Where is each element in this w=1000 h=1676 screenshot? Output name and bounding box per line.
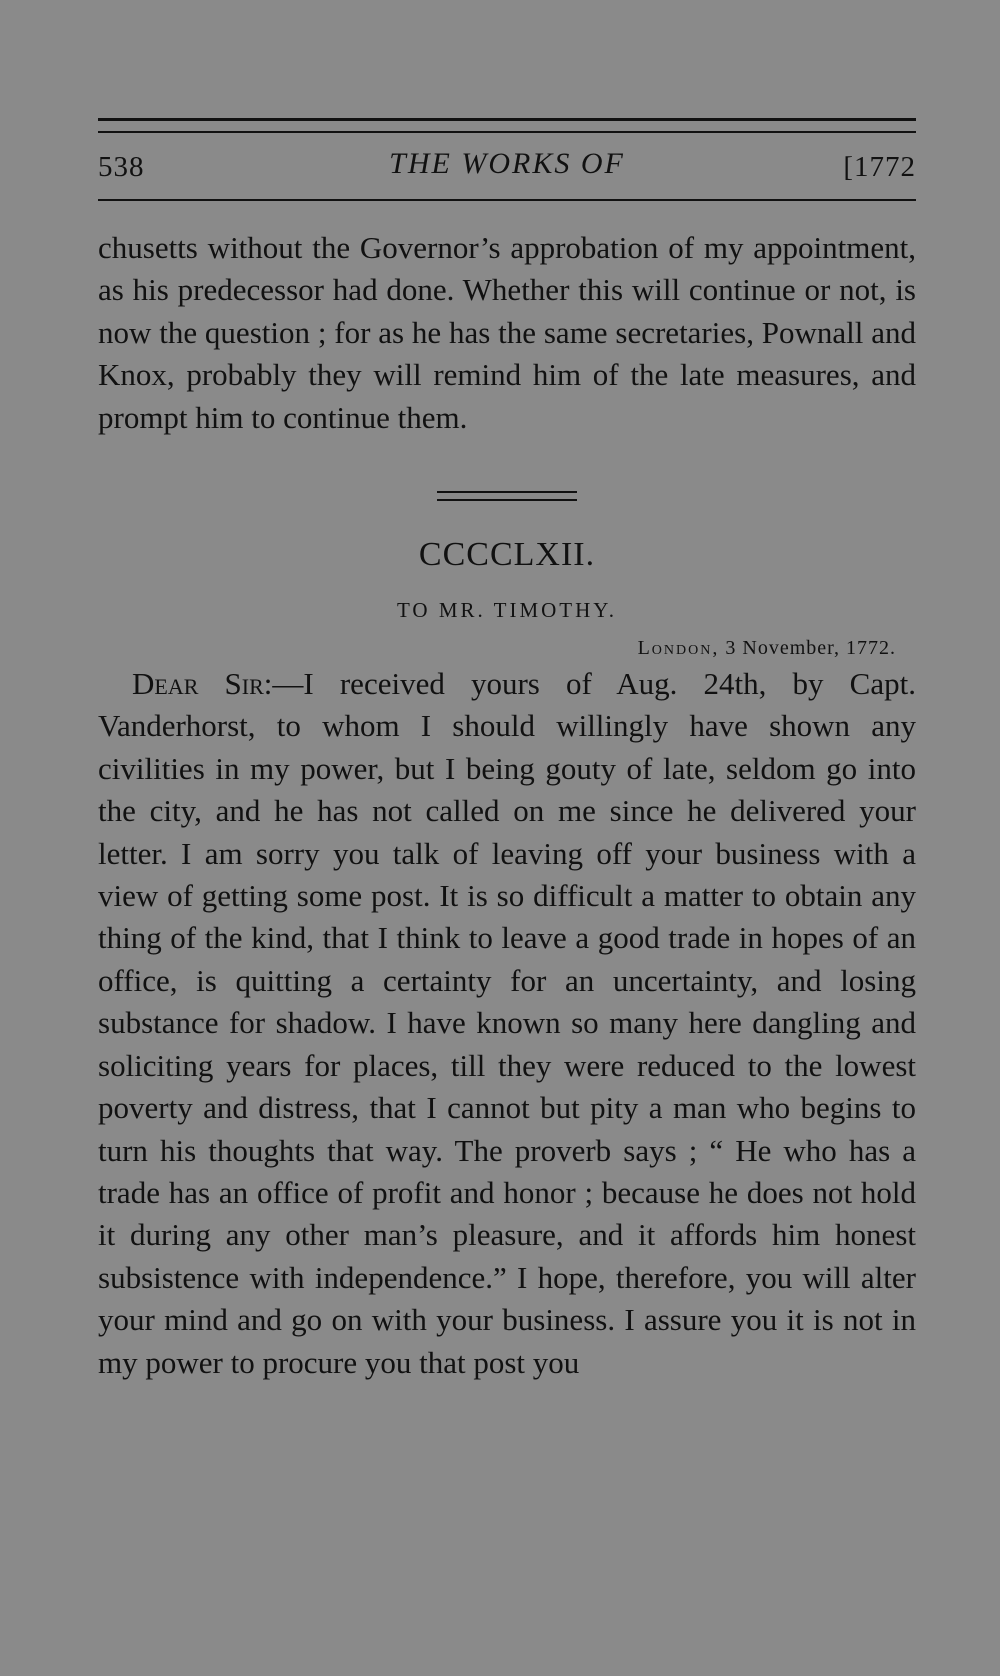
page-number: 538 xyxy=(98,151,145,183)
dateline-date: 3 November, 1772. xyxy=(719,637,896,660)
letter-number: CCCCLXII. xyxy=(418,536,596,574)
letter-recipient: TO MR. TIMOTHY. xyxy=(396,598,618,623)
top-rule-inner xyxy=(98,131,916,133)
header-rule xyxy=(98,199,916,201)
top-rule xyxy=(98,118,916,121)
running-title: THE WORKS OF xyxy=(389,147,625,180)
letter-body xyxy=(98,663,916,1384)
running-header xyxy=(98,147,916,199)
header-year: [1772 xyxy=(843,151,916,183)
letter-body-text: —I received yours of Aug. 24th, by Capt. Vanderhorst, to whom I should willingly have shown any civilities in my power, but I being gouty of late, seldom go into the city, and he has not called on me since he delivered your letter. I am sorry you talk of leaving off your business with a view of getting some post. It is so difficult a matter to obtain any thing of the kind, that I think to leave a good trade in hopes of an office, is quitting a certainty for an uncertainty, and losing substance for shadow. I have known so many here dangling and soliciting years for places, till they were reduced to the lowest poverty and distress, that I cannot but pity a man who begins to turn his thoughts that way. The proverb says ; “ He who has a trade has an office of profit and honor ; because he does not hold it during any other man’s pleasure, and it affords him honest subsistence with independence.” I hope, therefore, you will alter your mind and go on with your business. I assure you it is not in my power to procure you that post you xyxy=(98,666,916,1380)
letter-salutation: Dear Sir: xyxy=(132,666,273,702)
continuation-paragraph: chusetts without the Governor’s approbation of my appointment, as his predecessor had done. Whether this will continue or not, is now the question ; for as he has the same secretaries, Pownall and Knox, probably they will remind him of the late measures, and prompt him to continue them. xyxy=(98,230,916,435)
letter-dateline xyxy=(98,635,916,661)
book-page xyxy=(98,118,916,1384)
dateline-place: London, xyxy=(637,637,720,660)
section-divider xyxy=(437,491,577,501)
